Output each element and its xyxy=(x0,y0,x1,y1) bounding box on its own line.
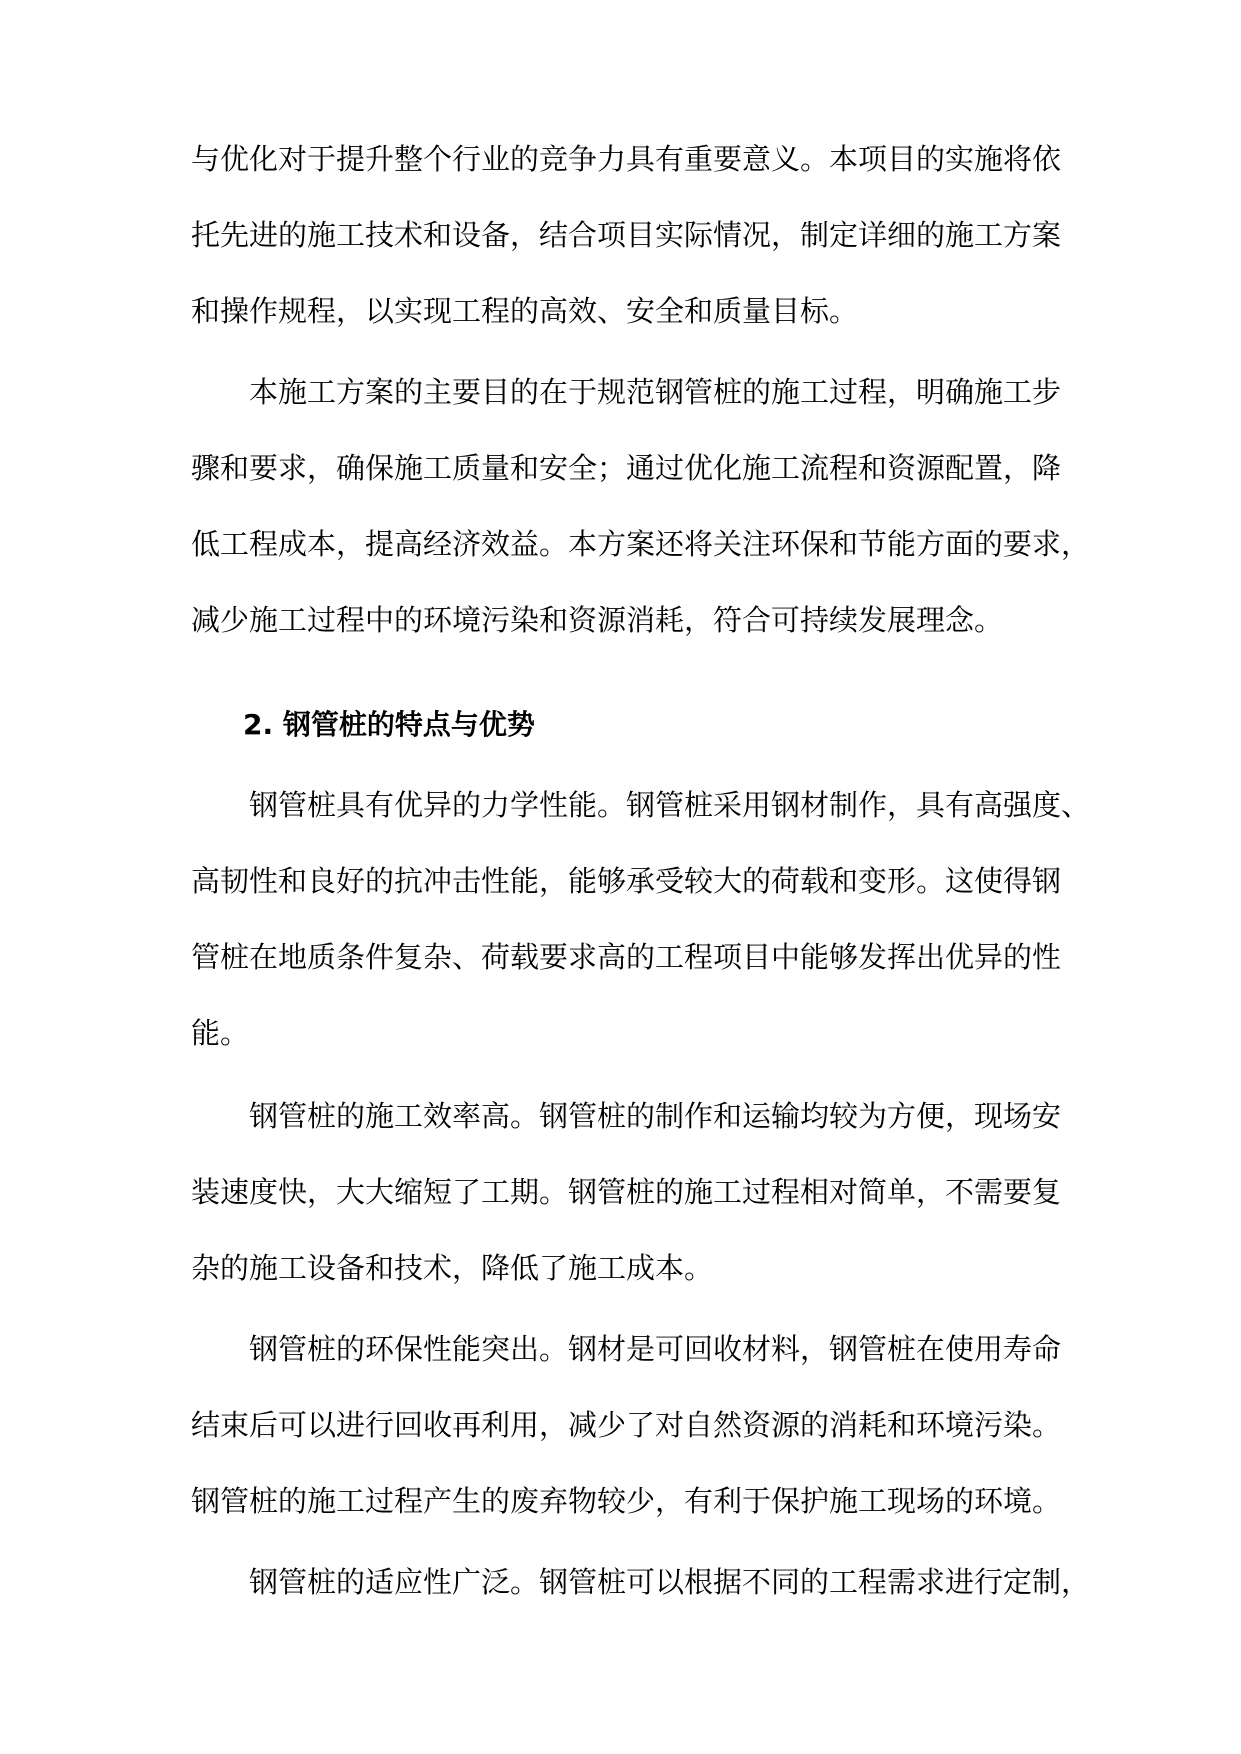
text-line: 和操作规程，以实现工程的高效、安全和质量目标。 xyxy=(191,294,859,328)
text-line: 杂的施工设备和技术，降低了施工成本。 xyxy=(191,1251,714,1285)
text-line: 能。 xyxy=(191,1016,250,1050)
text-line: 托先进的施工技术和设备，结合项目实际情况，制定详细的施工方案 xyxy=(191,218,1062,252)
text-line: 钢管桩的施工效率高。钢管桩的制作和运输均较为方便，现场安 xyxy=(249,1099,1062,1133)
section-heading: 2. 钢管桩的特点与优势 xyxy=(243,708,535,741)
text-line: 钢管桩的施工过程产生的废弃物较少，有利于保护施工现场的环境。 xyxy=(191,1484,1062,1518)
text-line: 本施工方案的主要目的在于规范钢管桩的施工过程，明确施工步 xyxy=(249,375,1062,409)
text-line: 骤和要求，确保施工质量和安全；通过优化施工流程和资源配置，降 xyxy=(191,451,1062,485)
text-line: 高韧性和良好的抗冲击性能，能够承受较大的荷载和变形。这使得钢 xyxy=(191,864,1062,898)
text-line: 钢管桩的环保性能突出。钢材是可回收材料，钢管桩在使用寿命 xyxy=(249,1332,1062,1366)
text-line: 结束后可以进行回收再利用，减少了对自然资源的消耗和环境污染。 xyxy=(191,1408,1062,1442)
text-line: 低工程成本，提高经济效益。本方案还将关注环保和节能方面的要求， xyxy=(191,527,1091,561)
text-line: 钢管桩的适应性广泛。钢管桩可以根据不同的工程需求进行定制， xyxy=(249,1565,1091,1599)
text-line: 钢管桩具有优异的力学性能。钢管桩采用钢材制作，具有高强度、 xyxy=(249,788,1091,822)
text-line: 装速度快，大大缩短了工期。钢管桩的施工过程相对简单，不需要复 xyxy=(191,1175,1062,1209)
text-line: 管桩在地质条件复杂、荷载要求高的工程项目中能够发挥出优异的性 xyxy=(191,940,1062,974)
text-line: 与优化对于提升整个行业的竞争力具有重要意义。本项目的实施将依 xyxy=(191,142,1062,176)
text-line: 减少施工过程中的环境污染和资源消耗，符合可持续发展理念。 xyxy=(191,603,1004,637)
